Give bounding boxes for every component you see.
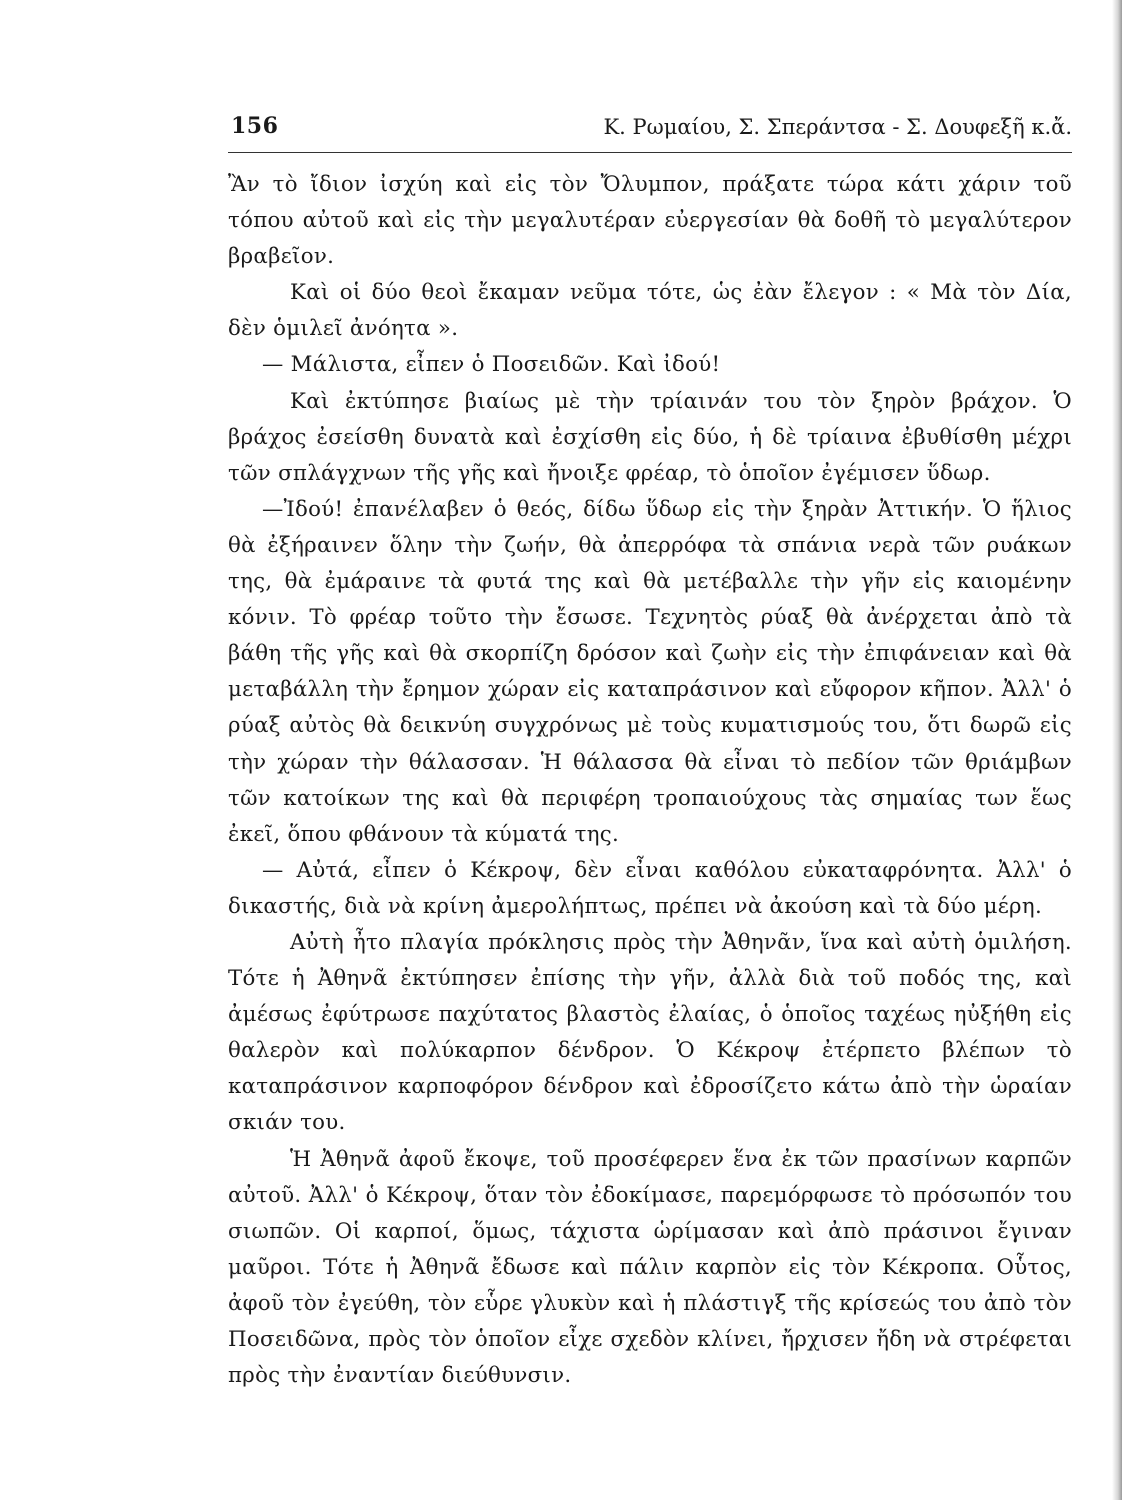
paragraph-3: — Μάλιστα, εἶπεν ὁ Ποσειδῶν. Καὶ ἰδού! xyxy=(262,352,721,378)
paragraph-7: Αὐτὴ ἦτο πλαγία πρόκλησις πρὸς τὴν Ἀθηνᾶν, ἵνα καὶ αὐτὴ ὁμιλήση. Τότε ἡ Ἀθηνᾶ ἐκτύπησεν ἐπίσης τὴν γῆν, ἀλλὰ διὰ τοῦ ποδός της, καὶ ἀμέσως ἐφύτρωσε παχύτατος βλαστὸς ἐλαίας, ὁ ὁποῖος ταχέως ηὐξήθη εἰς θαλερὸν καὶ πολύκαρπον δένδρον. Ὁ Κέκροψ ἐτέρπετο βλέπων τὸ καταπράσινον καρποφόρον δένδρον καὶ ἐδροσίζετο κάτω ἀπὸ τὴν ὡραίαν σκιάν του. xyxy=(228,929,1072,1136)
paragraph-6: — Αὐτά, εἶπεν ὁ Κέκροψ, δὲν εἶναι καθόλου εὐκαταφρόνητα. Ἀλλ' ὁ δικαστής, διὰ νὰ κρίνη ἀμερολήπτως, πρέπει νὰ ἀκούση καὶ τὰ δύο μέρη. xyxy=(228,857,1072,919)
text-body xyxy=(228,167,1072,1394)
page-edge-shadow xyxy=(1112,0,1122,1500)
paragraph-1: Ἂν τὸ ἴδιον ἰσχύη καὶ εἰς τὸν Ὄλυμπον, πράξατε τώρα κάτι χάριν τοῦ τόπου αὐτοῦ καὶ εἰς τὴν μεγαλυτέραν εὐεργεσίαν θὰ δοθῆ τὸ μεγαλύτερον βραβεῖον. xyxy=(228,172,1072,270)
header-rule xyxy=(228,152,1072,153)
paragraph-4: Καὶ ἐκτύπησε βιαίως μὲ τὴν τρίαινάν του τὸν ξηρὸν βράχον. Ὁ βράχος ἐσείσθη δυνατὰ καὶ ἐσχίσθη εἰς δύο, ἡ δὲ τρίαινα ἐβυθίσθη μέχρι τῶν σπλάγχνων τῆς γῆς καὶ ἤνοιξε φρέαρ, τὸ ὁποῖον ἐγέμισεν ὕδωρ. xyxy=(228,388,1072,486)
running-head: Κ. Ρωμαίου, Σ. Σπεράντσα - Σ. Δουφεξῆ κ.ἄ. xyxy=(603,115,1072,139)
page-number: 156 xyxy=(231,113,279,139)
paragraph-5: —Ἰδού! ἐπανέλαβεν ὁ θεός, δίδω ὕδωρ εἰς τὴν ξηρὰν Ἀττικήν. Ὁ ἥλιος θὰ ἐξήραινεν ὅλην τὴν ζωήν, θὰ ἀπερρόφα τὰ σπάνια νερὰ τῶν ρυάκων της, θὰ ἐμάραινε τὰ φυτά της καὶ θὰ μετέβαλλε τὴν γῆν εἰς καιομένην κόνιν. Τὸ φρέαρ τοῦτο τὴν ἔσωσε. Τεχνητὸς ρύαξ θὰ ἀνέρχεται ἀπὸ τὰ βάθη τῆς γῆς καὶ θὰ σκορπίζη δρόσον καὶ ζωὴν εἰς τὴν ἐπιφάνειαν καὶ θὰ μεταβάλλη τὴν ἔρημον χώραν εἰς καταπράσινον καὶ εὔφορον κῆπον. Ἀλλ' ὁ ρύαξ αὐτὸς θὰ δεικνύη συγχρόνως μὲ τοὺς κυματισμούς του, ὅτι δωρῶ εἰς τὴν χώραν τὴν θάλασσαν. Ἡ θάλασσα θὰ εἶναι τὸ πεδίον τῶν θριάμβων τῶν κατοίκων της καὶ θὰ περιφέρη τροπαιούχους τὰς σημαίας των ἕως ἐκεῖ, ὅπου φθάνουν τὰ κύματά της. xyxy=(228,496,1072,847)
paragraph-2: Καὶ οἱ δύο θεοὶ ἔκαμαν νεῦμα τότε, ὡς ἐὰν ἔλεγον : « Μὰ τὸν Δία, δὲν ὁμιλεῖ ἀνόητα ». xyxy=(228,280,1072,342)
page-header xyxy=(228,113,1072,149)
paragraph-8: Ἡ Ἀθηνᾶ ἀφοῦ ἔκοψε, τοῦ προσέφερεν ἕνα ἐκ τῶν πρασίνων καρπῶν αὐτοῦ. Ἀλλ' ὁ Κέκροψ, ὅταν τὸν ἐδοκίμασε, παρεμόρφωσε τὸ πρόσωπόν του σιωπῶν. Οἱ καρποί, ὅμως, τάχιστα ὡρίμασαν καὶ ἀπὸ πράσινοι ἔγιναν μαῦροι. Τότε ἡ Ἀθηνᾶ ἔδωσε καὶ πάλιν καρπὸν εἰς τὸν Κέκροπα. Οὗτος, ἀφοῦ τὸν ἐγεύθη, τὸν εὗρε γλυκὺν καὶ ἡ πλάστιγξ τῆς κρίσεώς του ἀπὸ τὸν Ποσειδῶνα, πρὸς τὸν ὁποῖον εἶχε σχεδὸν κλίνει, ἤρχισεν ἤδη νὰ στρέφεται πρὸς τὴν ἐναντίαν διεύθυνσιν. xyxy=(228,1146,1072,1389)
